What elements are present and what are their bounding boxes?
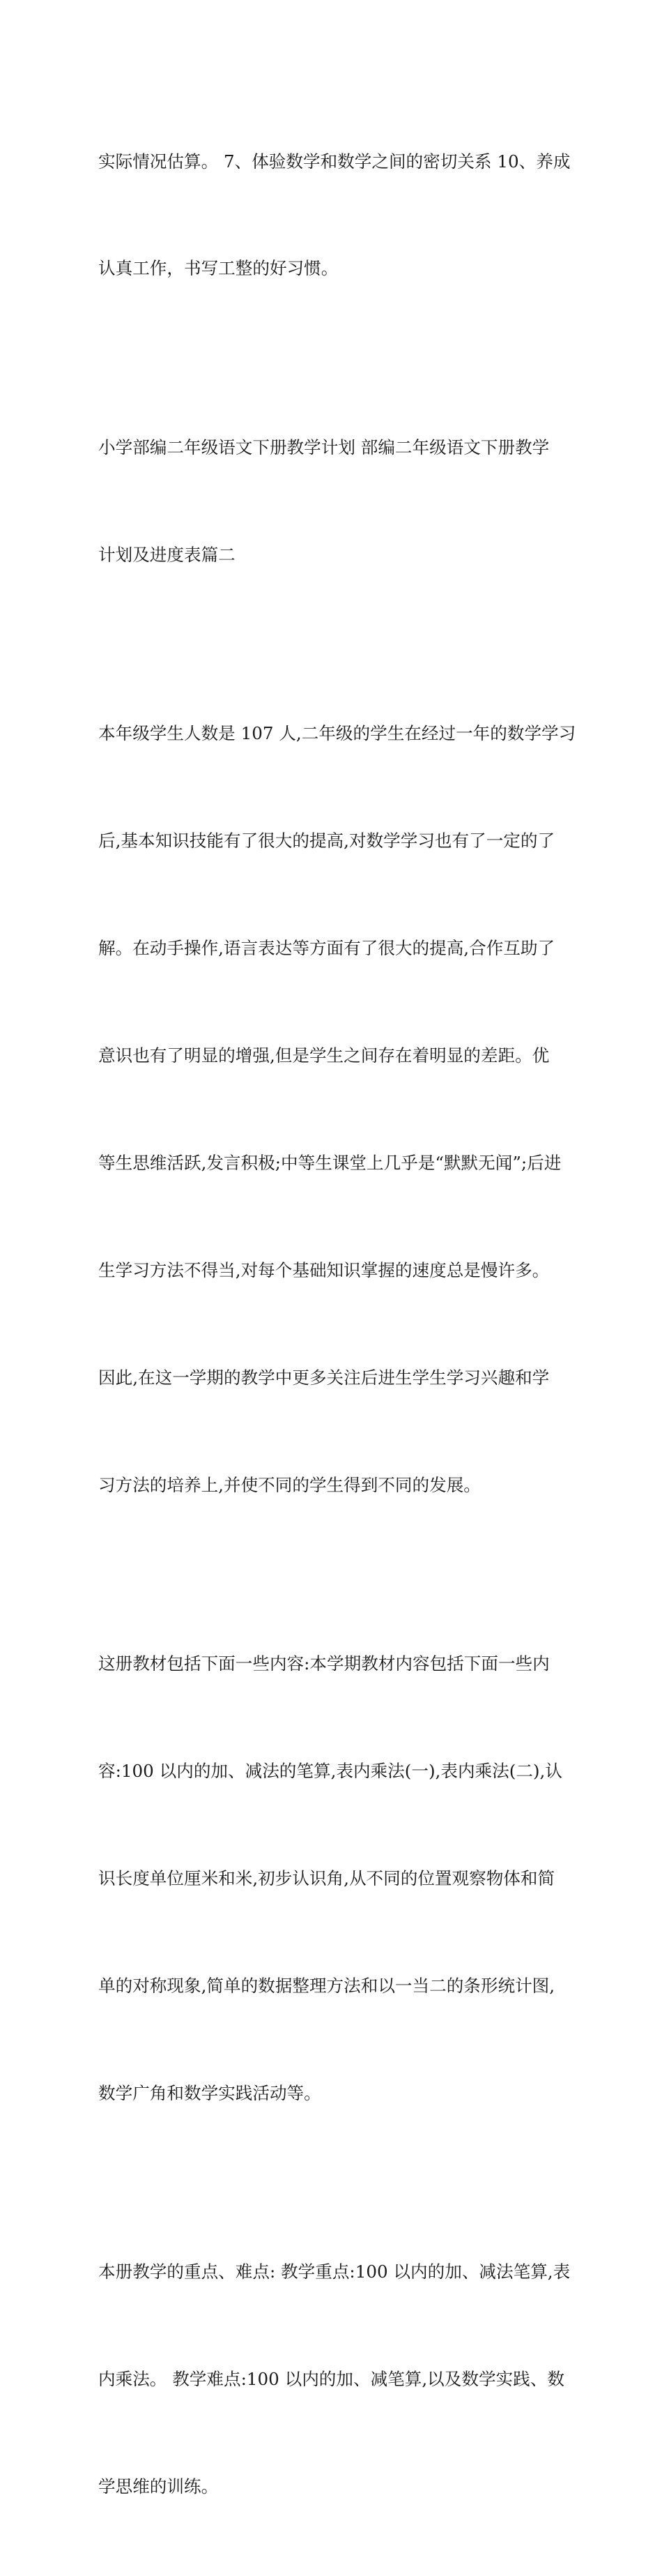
text-line: 计划及进度表篇二 bbox=[98, 544, 236, 565]
paragraph-estimation bbox=[98, 72, 572, 358]
text-line: 因此,在这一学期的教学中更多关注后进生学生学习兴趣和学 bbox=[98, 1367, 550, 1388]
text-line: 数学广角和数学实践活动等。 bbox=[98, 2082, 321, 2103]
text-line: 容:100 以内的加、减法的笔算,表内乘法(一),表内乘法(二),认 bbox=[98, 1760, 562, 1781]
text-line: 单的对称现象,简单的数据整理方法和以一当二的条形统计图, bbox=[98, 1975, 555, 1996]
text-line: 认真工作，书写工整的好习惯。 bbox=[98, 258, 339, 279]
text-line: 后,基本知识技能有了很大的提高,对数学学习也有了一定的了 bbox=[98, 831, 555, 851]
text-line: 本册教学的重点、难点: 教学重点:100 以内的加、减法笔算,表 bbox=[98, 2261, 571, 2282]
text-line: 内乘法。 教学难点:100 以内的加、减笔算,以及数学实践、数 bbox=[98, 2369, 564, 2389]
text-line: 等生思维活跃,发言积极;中等生课堂上几乎是“默默无闻”;后进 bbox=[98, 1152, 562, 1173]
text-line: 意识也有了明显的增强,但是学生之间存在着明显的差距。优 bbox=[98, 1045, 550, 1066]
paragraph-student-analysis bbox=[98, 644, 576, 1575]
text-line: 实际情况估算。 7、体验数学和数学之间的密切关系 10、养成 bbox=[98, 151, 571, 172]
document-body bbox=[98, 72, 576, 2576]
text-line: 生学习方法不得当,对每个基础知识掌握的速度总是慢许多。 bbox=[98, 1259, 550, 1280]
paragraph-key-points bbox=[98, 2183, 572, 2576]
section-title bbox=[98, 358, 572, 644]
text-line: 本年级学生人数是 107 人,二年级的学生在经过一年的数学学习 bbox=[98, 723, 576, 744]
text-line: 习方法的培养上,并使不同的学生得到不同的发展。 bbox=[98, 1474, 481, 1495]
text-line: 解。在动手操作,语言表达等方面有了很大的提高,合作互助了 bbox=[98, 938, 555, 959]
text-line: 识长度单位厘米和米,初步认识角,从不同的位置观察物体和简 bbox=[98, 1867, 555, 1888]
text-line: 这册教材包括下面一些内容:本学期教材内容包括下面一些内 bbox=[98, 1653, 550, 1674]
paragraph-textbook-content bbox=[98, 1574, 572, 2182]
text-line: 学思维的训练。 bbox=[98, 2476, 219, 2497]
text-line: 小学部编二年级语文下册教学计划 部编二年级语文下册教学 bbox=[98, 437, 550, 457]
